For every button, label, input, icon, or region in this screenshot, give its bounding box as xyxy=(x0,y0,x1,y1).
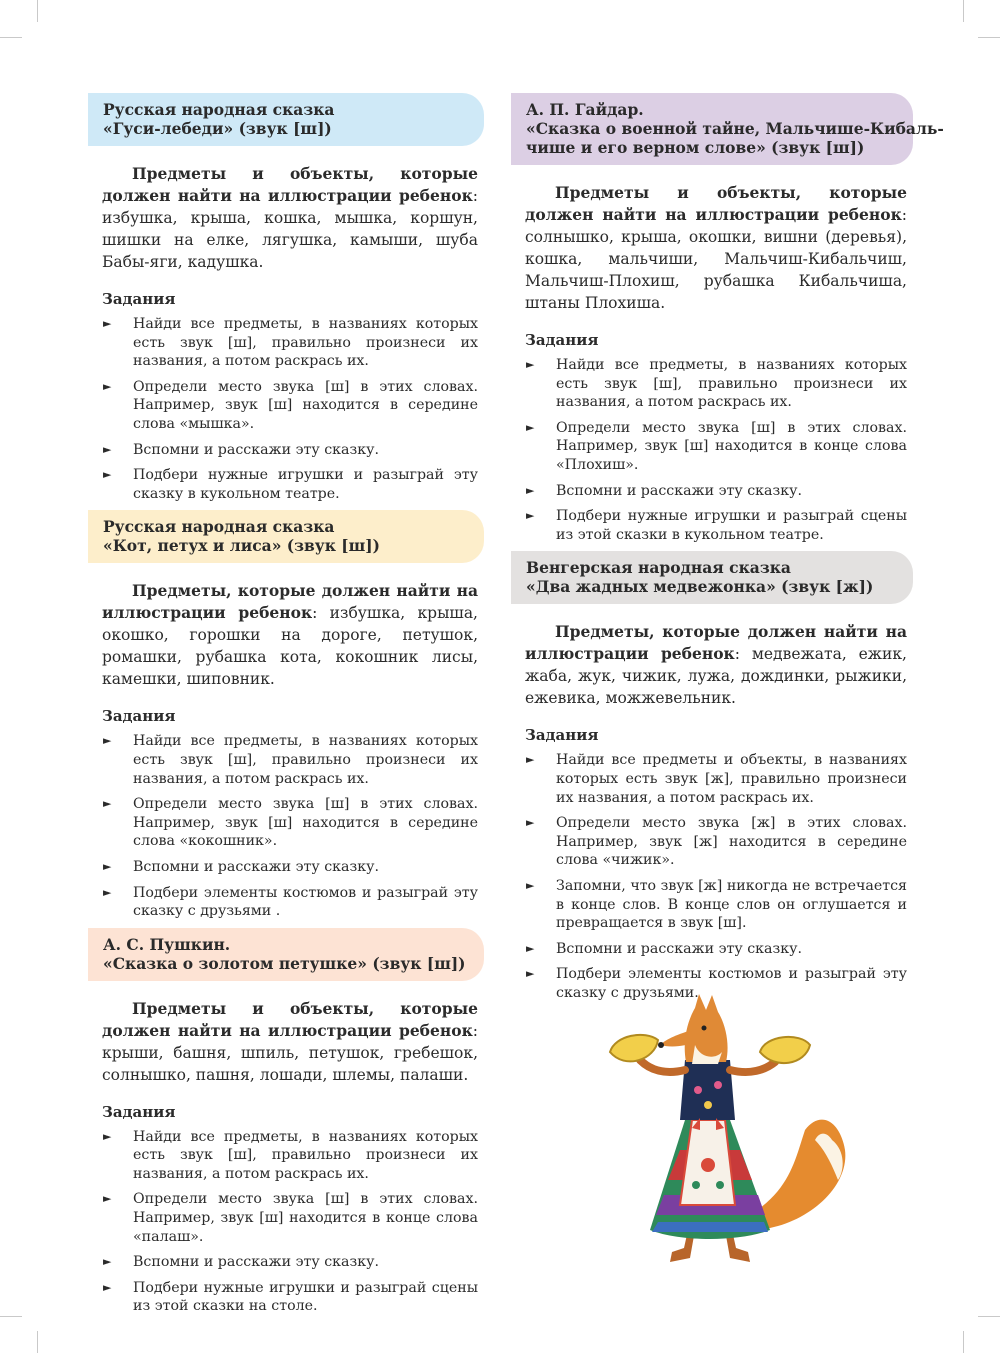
crop-mark xyxy=(963,1331,964,1353)
intro-lead: Предметы и объекты, которые должен найти на иллюстрации ребенок xyxy=(102,998,478,1040)
crop-mark xyxy=(963,0,964,22)
intro-lead: Предметы и объекты, которые должен найти на иллюстрации ребенок xyxy=(102,164,478,205)
fox-arm xyxy=(730,1062,775,1072)
cheese-half-icon xyxy=(610,1035,658,1062)
task-text: Найди все предметы, в названиях которых есть звук [ш], правильно произнеси их названия, а потом раскрась их. xyxy=(133,316,478,370)
bullet-icon: ► xyxy=(526,358,535,371)
section-voennaya-tayna xyxy=(511,93,944,544)
bullet-icon: ► xyxy=(103,442,112,456)
intro-lead: Предметы, которые должен найти на иллюстрации ребенок xyxy=(525,622,907,664)
bullet-icon: ► xyxy=(526,816,535,830)
vest-pattern xyxy=(714,1081,722,1089)
vest-pattern xyxy=(694,1086,702,1094)
task-item xyxy=(102,858,478,877)
bullet-icon: ► xyxy=(103,1255,112,1269)
intro-rest: : солнышко, крыша, окошки, вишни (деревья), кошка, мальчиши, Мальчиш-Кибальчиш, Мальчиш-Плохиш, рубашка Кибальчиша, штаны Плохиша. xyxy=(525,206,907,312)
bullet-icon: ► xyxy=(103,859,112,873)
section-header xyxy=(88,928,484,981)
header-line: «Сказка о военной тайне, Мальчише-Кибаль- xyxy=(526,119,944,138)
fox-illustration xyxy=(600,990,855,1265)
bullet-icon: ► xyxy=(103,317,112,330)
apron-leaf xyxy=(692,1181,700,1189)
left-column xyxy=(88,93,484,1323)
tasks-heading: Задания xyxy=(525,726,599,745)
task-item xyxy=(102,378,478,434)
tasks-list xyxy=(102,732,478,920)
section-header xyxy=(88,510,484,563)
header-line: А. П. Гайдар. xyxy=(526,100,644,119)
task-text: Найди все предметы, в названиях которых есть звук [ш], правильно произнеси их названия, а потом раскрась их. xyxy=(133,733,478,787)
crop-mark xyxy=(37,0,38,22)
intro-rest: : медвежата, ежик, жаба, жук, чижик, лужа, дождинки, рыжики, ежевика, можжевельник. xyxy=(525,645,907,708)
task-text: Найди все предметы, в названиях которых есть звук [ш], правильно произнеси их названия, а потом раскрась их. xyxy=(556,357,907,411)
crop-mark xyxy=(978,1316,1000,1317)
task-text: Определи место звука [ш] в этих словах. Например, звук [ш] находится в середине слова «мышка». xyxy=(133,378,478,432)
task-text: Определи место звука [ш] в этих словах. Например, звук [ш] находится в конце слова «Плохиш». xyxy=(556,419,907,473)
fox-eye xyxy=(702,1026,707,1031)
header-line: Русская народная сказка xyxy=(103,100,335,119)
intro-lead: Предметы, которые должен найти на иллюстрации ребенок xyxy=(102,581,478,623)
task-item xyxy=(102,315,478,371)
section-kot-petukh-lisa xyxy=(88,510,484,920)
tasks-list xyxy=(102,315,478,503)
bullet-icon: ► xyxy=(526,967,535,981)
crop-mark xyxy=(978,37,1000,38)
header-line: чише и его верном слове» (звук [ш]) xyxy=(526,138,865,157)
apron-leaf xyxy=(716,1181,724,1189)
task-item xyxy=(525,940,907,959)
bullet-icon: ► xyxy=(526,878,535,892)
task-text: Вспомни и расскажи эту сказку. xyxy=(133,858,379,875)
bullet-icon: ► xyxy=(103,1192,112,1206)
section-zolotoy-petushok xyxy=(88,928,484,1316)
intro-paragraph xyxy=(102,998,478,1086)
header-line: Венгерская народная сказка xyxy=(526,558,791,578)
bullet-icon: ► xyxy=(103,379,112,393)
section-header xyxy=(88,93,484,146)
task-text: Определи место звука [ш] в этих словах. Например, звук [ш] находится в середине слова «кокошник». xyxy=(133,796,478,850)
task-text: Подбери нужные игрушки и разыграй сцены из этой сказки в кукольном театре. xyxy=(556,508,907,543)
intro-rest: : крыши, башня, шпиль, петушок, гребешок, солнышко, пашня, лошади, шлемы, палаши. xyxy=(102,1021,478,1084)
task-text: Найди все предметы, в названиях которых есть звук [ш], правильно произнеси их названия, а потом раскрась их. xyxy=(133,1128,478,1182)
crop-mark xyxy=(0,1316,22,1317)
section-gusi-lebedi xyxy=(88,93,484,503)
bullet-icon: ► xyxy=(526,509,535,523)
task-item xyxy=(102,795,478,851)
intro-paragraph xyxy=(525,621,907,709)
apron-flower xyxy=(701,1158,715,1172)
task-text: Подбери нужные игрушки и разыграй эту сказку в кукольном театре. xyxy=(133,467,478,502)
tasks-list xyxy=(525,356,907,544)
bullet-icon: ► xyxy=(526,753,535,767)
task-item xyxy=(525,877,907,933)
bullet-icon: ► xyxy=(103,468,112,482)
cheese-half-icon xyxy=(760,1037,810,1063)
task-item xyxy=(525,814,907,870)
task-text: Подбери элементы костюмов и разыграй эту сказку с друзьями . xyxy=(133,884,478,920)
right-column xyxy=(511,93,944,1009)
task-item xyxy=(102,732,478,788)
task-text: Запомни, что звук [ж] никогда не встречается в конце слов. В конце слов он оглушается и превращается в звук [ш]. xyxy=(556,877,907,932)
task-item xyxy=(102,1128,478,1184)
task-text: Найди все предметы и объекты, в названиях которых есть звук [ж], правильно произнеси их названия, а потом раскрась их. xyxy=(556,752,907,806)
section-dva-medvezhonka xyxy=(511,551,913,1002)
bullet-icon: ► xyxy=(103,734,112,748)
task-item xyxy=(102,1190,478,1246)
task-text: Вспомни и расскажи эту сказку. xyxy=(133,441,379,458)
header-line: «Гуси-лебеди» (звук [ш]) xyxy=(103,119,332,138)
task-text: Вспомни и расскажи эту сказку. xyxy=(556,482,802,499)
tasks-heading: Задания xyxy=(102,290,176,308)
task-text: Вспомни и расскажи эту сказку. xyxy=(133,1254,379,1271)
bullet-icon: ► xyxy=(103,797,112,811)
bullet-icon: ► xyxy=(103,885,112,899)
task-item xyxy=(102,884,478,921)
task-item xyxy=(102,1253,478,1272)
task-item xyxy=(525,751,907,807)
intro-rest: : избушка, крыша, кошка, мышка, коршун, шишки на елке, лягушка, камыши, шуба Бабы-яги, кадушка. xyxy=(102,187,478,271)
intro-paragraph xyxy=(525,182,907,314)
intro-paragraph xyxy=(102,163,478,273)
fox-arm xyxy=(640,1060,685,1072)
section-header xyxy=(511,93,944,165)
section-header xyxy=(511,551,913,604)
task-text: Подбери нужные игрушки и разыграй сцены из этой сказки на столе. xyxy=(133,1279,478,1315)
bullet-icon: ► xyxy=(526,941,535,955)
header-line: Русская народная сказка xyxy=(103,517,335,537)
intro-lead: Предметы и объекты, которые должен найти на иллюстрации ребенок xyxy=(525,183,907,224)
task-item xyxy=(102,441,478,460)
task-text: Вспомни и расскажи эту сказку. xyxy=(556,940,802,957)
task-text: Подбери элементы костюмов и разыграй эту сказку с друзьями. xyxy=(556,966,907,1001)
bullet-icon: ► xyxy=(103,1129,112,1143)
fox-nose xyxy=(658,1042,664,1048)
bullet-icon: ► xyxy=(103,1280,112,1294)
task-item xyxy=(525,482,907,501)
header-line: «Кот, петух и лиса» (звук [ш]) xyxy=(103,536,380,556)
task-item xyxy=(102,466,478,503)
intro-paragraph xyxy=(102,580,478,690)
tasks-list xyxy=(102,1128,478,1316)
task-text: Определи место звука [ш] в этих словах. Например, звук [ш] находится в конце слова «палаш». xyxy=(133,1191,478,1245)
crop-mark xyxy=(0,37,22,38)
task-item xyxy=(525,419,907,475)
header-line: «Сказка о золотом петушке» (звук [ш]) xyxy=(103,953,466,973)
intro-rest: : избушка, крыша, окошко, горошки на дороге, петушок, ромашки, рубашка кота, кокошник лисы, камешки, шиповник. xyxy=(102,604,478,689)
tasks-list xyxy=(525,751,907,1002)
task-item xyxy=(102,1279,478,1316)
task-text: Определи место звука [ж] в этих словах. Например, звук [ж] находится в середине слова «чижик». xyxy=(556,815,907,869)
tasks-heading: Задания xyxy=(525,331,599,349)
task-item xyxy=(525,507,907,544)
header-line: А. С. Пушкин. xyxy=(103,934,231,954)
task-item xyxy=(525,356,907,412)
vest-pattern xyxy=(704,1101,712,1109)
bullet-icon: ► xyxy=(526,420,535,434)
tasks-heading: Задания xyxy=(102,1102,176,1121)
skirt-stripe xyxy=(652,1222,768,1232)
tasks-heading: Задания xyxy=(102,707,176,726)
header-line: «Два жадных медвежонка» (звук [ж]) xyxy=(526,577,874,597)
crop-mark xyxy=(37,1331,38,1353)
bullet-icon: ► xyxy=(526,483,535,497)
